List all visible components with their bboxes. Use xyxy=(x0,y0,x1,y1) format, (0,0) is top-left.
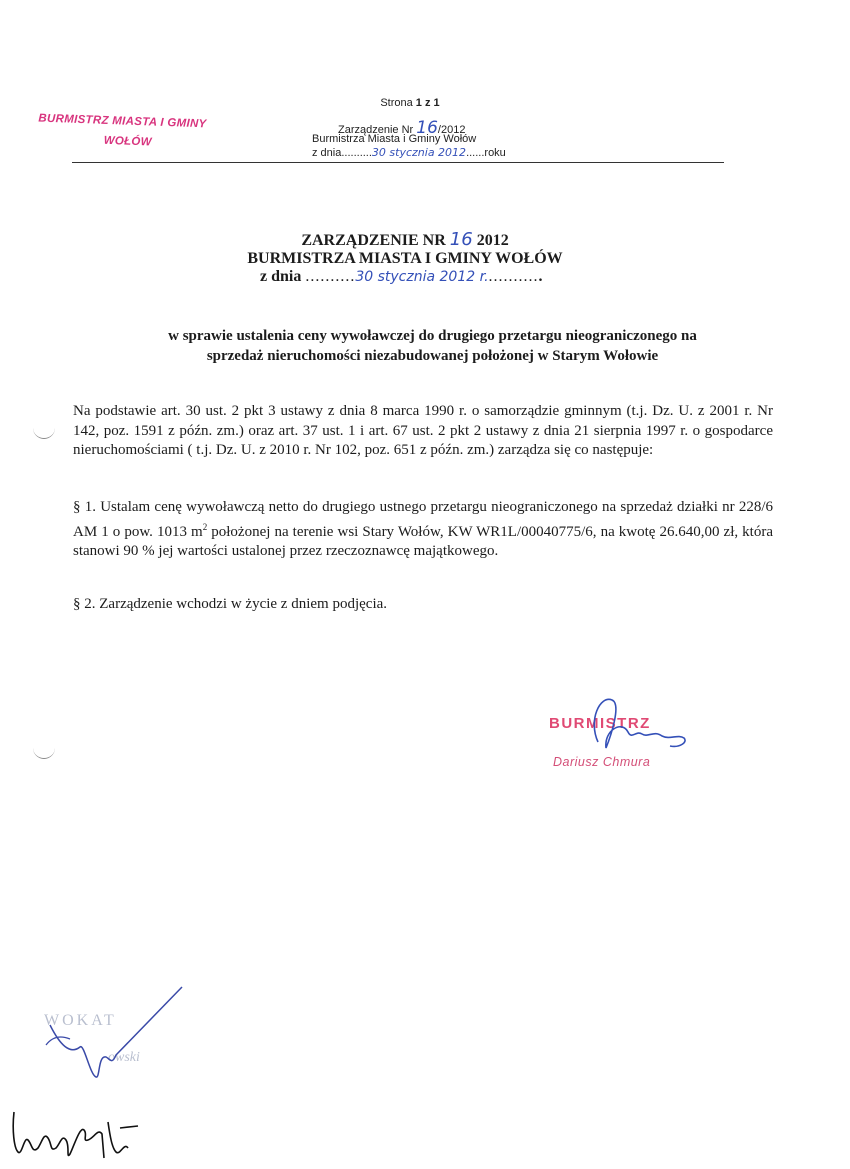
punch-hole-top xyxy=(33,426,55,439)
legal-basis-paragraph: Na podstawie art. 30 ust. 2 pkt 3 ustawy z dnia 8 marca 1990 r. o samorządzie gminnym (t.j. Dz. U. z 2001 r. Nr 142, poz. 1591 z późn. zm.) oraz art. 37 ust. 1 i art. 67 ust. 2 pkt 2 ustawy z dnia 21 sierpnia 1997 r. o gospodarce nieruchomościami ( t.j. Dz. U. z 2010 r. Nr 102, poz. 651 z późn. zm.) zarządza się co następuje: xyxy=(73,403,773,458)
paragraph-1 xyxy=(73,498,773,562)
title-date-dots-left: .......... xyxy=(305,268,356,285)
page-count: 1 z 1 xyxy=(415,97,440,109)
lawyer-stamp: WOKAT xyxy=(44,1012,117,1029)
title-line1 xyxy=(100,230,710,251)
header-issuer: Burmistrza Miasta i Gminy Wołów xyxy=(312,133,477,145)
subject-line1: w sprawie ustalenia ceny wywoławczej do drugiego przetargu nieograniczonego na xyxy=(168,328,697,344)
title-date-prefix: z dnia xyxy=(260,268,302,285)
office-stamp-line1: BURMISTRZ MIASTA I GMINY xyxy=(38,112,207,131)
order-number-handwritten: 16 xyxy=(416,118,438,138)
title-prefix: ZARZĄDZENIE NR xyxy=(301,232,446,249)
paragraph-1-text-cont: położonej na terenie wsi Stary Wołów, KW WR1L/00040775/6, na kwotę 26.640,00 zł, która stanowi 90 % jej wartości ustalonej przez rzeczoznawcę majątkowego. xyxy=(73,523,773,559)
title-date-dots-right: .......... xyxy=(488,268,539,285)
order-suffix: /2012 xyxy=(437,124,466,136)
order-prefix: Zarządzenie Nr xyxy=(338,124,414,136)
title-date xyxy=(260,268,543,286)
area-unit-superscript: 2 xyxy=(202,521,208,532)
punch-hole-bottom xyxy=(33,746,55,759)
mayor-stamp-name: Dariusz Chmura xyxy=(553,755,651,769)
page-number xyxy=(340,97,480,109)
handwritten-initials xyxy=(8,1102,148,1164)
subject-line2: sprzedaż nieruchomości niezabudowanej położonej w Starym Wołowie xyxy=(206,348,659,364)
paragraph-2: § 2. Zarządzenie wchodzi w życie z dniem podjęcia. xyxy=(73,596,388,612)
header-date xyxy=(312,146,506,159)
lawyer-signature xyxy=(40,985,190,1085)
header-date-suffix: roku xyxy=(484,147,506,159)
header-date-dots-left: .......... xyxy=(341,147,372,159)
title-date-suffix: . xyxy=(538,268,543,285)
mayor-stamp-title: BURMISTRZ xyxy=(549,715,651,732)
lawyer-stamp-name: owski xyxy=(108,1050,140,1065)
header-divider xyxy=(72,162,724,163)
header-date-handwritten: 30 stycznia 2012 xyxy=(371,146,467,159)
page-prefix: Strona xyxy=(380,97,416,109)
title-year: 2012 xyxy=(476,232,509,249)
office-stamp-top xyxy=(37,109,238,156)
header-date-dots-right: ...... xyxy=(466,147,485,159)
subject xyxy=(80,326,785,366)
title-line2: BURMISTRZA MIASTA I GMINY WOŁÓW xyxy=(247,250,563,267)
title-date-handwritten: 30 stycznia 2012 r. xyxy=(355,269,489,285)
header-date-prefix: z dnia xyxy=(312,147,342,159)
paragraph-1-text: § 1. Ustalam cenę wywoławczą netto do drugiego ustnego przetargu nieograniczonego na sprzedaż działki nr 228/6 AM 1 o pow. 1013 m xyxy=(73,499,773,540)
office-stamp-line2: WOŁÓW xyxy=(103,134,152,149)
mayor-signature xyxy=(570,690,700,770)
title-number-handwritten: 16 xyxy=(449,229,473,250)
